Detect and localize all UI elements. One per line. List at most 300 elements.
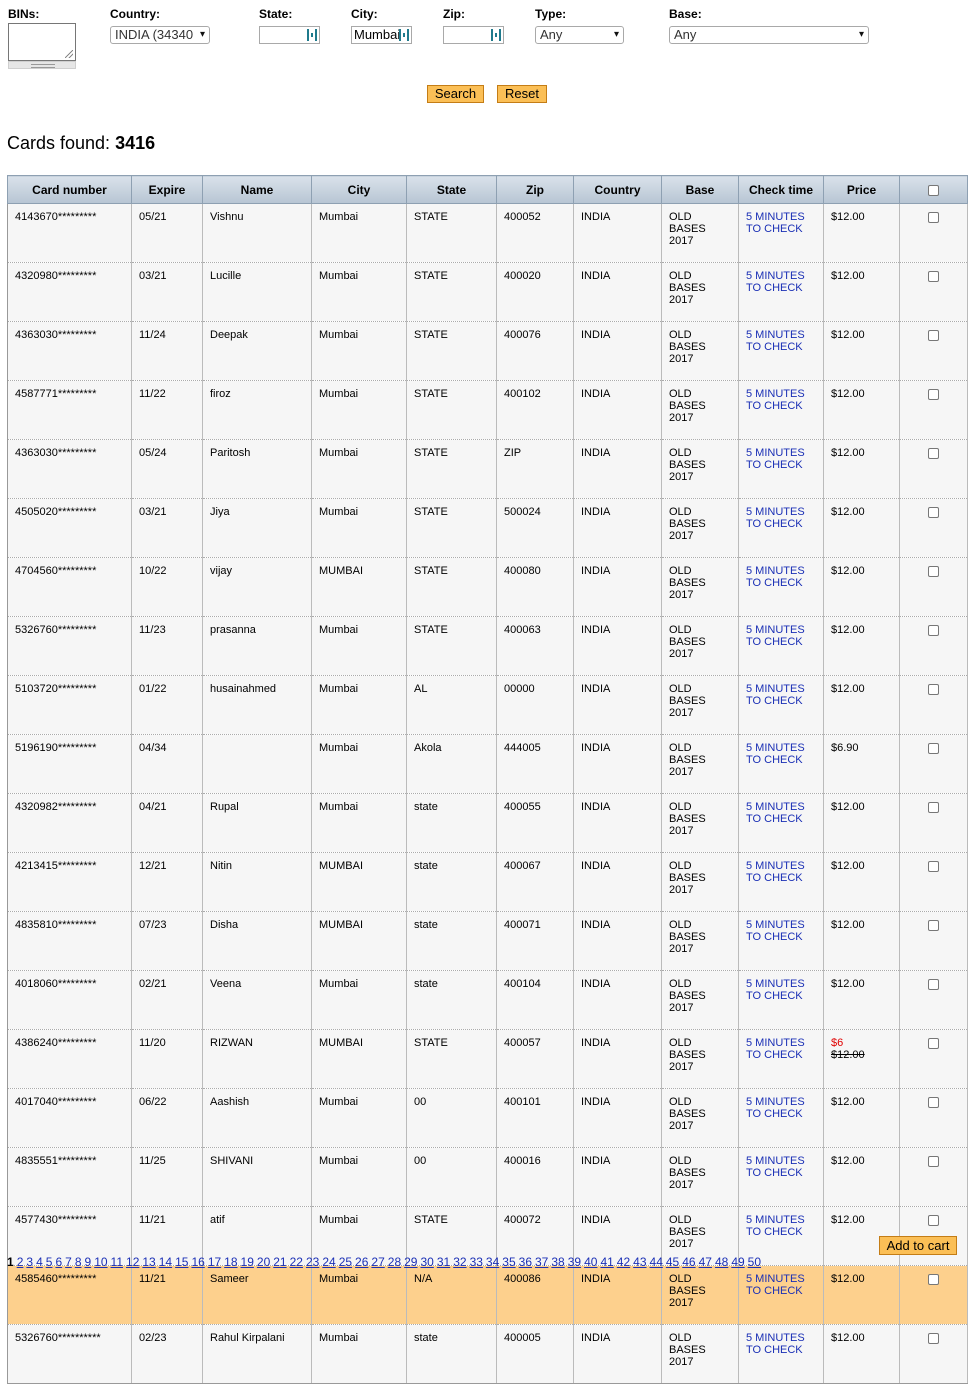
cell-city: MUMBAI bbox=[312, 853, 407, 912]
page-link[interactable]: 22 bbox=[289, 1255, 303, 1269]
check-line: 5 MINUTES bbox=[746, 1332, 805, 1344]
autofill-icon[interactable] bbox=[491, 29, 501, 41]
check-time-link[interactable] bbox=[746, 1332, 805, 1356]
cell-price: $12.00 bbox=[824, 381, 900, 440]
chevron-down-icon: ▾ bbox=[199, 29, 205, 40]
cell-country: INDIA bbox=[574, 1207, 662, 1266]
base-line: 2017 bbox=[669, 1120, 694, 1132]
search-button[interactable]: Search bbox=[427, 85, 484, 103]
cell-base bbox=[662, 1089, 739, 1148]
cell-check-time bbox=[739, 971, 824, 1030]
cell-name: Veena bbox=[203, 971, 312, 1030]
cell-zip: 400057 bbox=[497, 1030, 574, 1089]
check-line: TO CHECK bbox=[746, 459, 803, 471]
cell-expire: 11/20 bbox=[132, 1030, 203, 1089]
page-link[interactable]: 26 bbox=[355, 1255, 369, 1269]
cell-zip: 400020 bbox=[497, 263, 574, 322]
table-row[interactable] bbox=[8, 617, 968, 676]
cell-zip: 400016 bbox=[497, 1148, 574, 1207]
cell-expire: 03/21 bbox=[132, 263, 203, 322]
header-name[interactable]: Name bbox=[203, 176, 312, 204]
check-time-link[interactable] bbox=[746, 860, 805, 884]
check-line: TO CHECK bbox=[746, 1285, 803, 1297]
cell-city: Mumbai bbox=[312, 440, 407, 499]
table-row[interactable] bbox=[8, 322, 968, 381]
page-link[interactable]: 37 bbox=[535, 1255, 549, 1269]
page-link[interactable]: 28 bbox=[387, 1255, 402, 1269]
cell-price: $12.00 bbox=[824, 617, 900, 676]
cell-check-time bbox=[739, 794, 824, 853]
cell-card-number: 5196190********* bbox=[8, 735, 132, 794]
check-line: TO CHECK bbox=[746, 223, 803, 235]
table-row[interactable] bbox=[8, 204, 968, 263]
cards-table-wrapper bbox=[7, 175, 967, 1384]
cell-expire: 02/23 bbox=[132, 1325, 203, 1384]
row-checkbox[interactable] bbox=[928, 920, 939, 931]
page-link[interactable]: 25 bbox=[338, 1255, 353, 1269]
cell-select bbox=[900, 617, 968, 676]
cell-select bbox=[900, 1089, 968, 1148]
page-link[interactable]: 18 bbox=[224, 1255, 238, 1269]
row-checkbox[interactable] bbox=[928, 1215, 939, 1226]
header-card-number[interactable]: Card number bbox=[8, 176, 132, 204]
cell-city: Mumbai bbox=[312, 735, 407, 794]
check-time-link[interactable] bbox=[746, 624, 805, 648]
cell-check-time bbox=[739, 912, 824, 971]
cell-name: Rahul Kirpalani bbox=[203, 1325, 312, 1384]
page-link[interactable]: 16 bbox=[191, 1255, 205, 1269]
check-line: TO CHECK bbox=[746, 931, 803, 943]
table-row[interactable] bbox=[8, 676, 968, 735]
base-line: OLD bbox=[669, 388, 692, 400]
cell-base bbox=[662, 381, 739, 440]
page-link[interactable]: 33 bbox=[469, 1255, 483, 1269]
cell-select bbox=[900, 853, 968, 912]
cell-zip: 400055 bbox=[497, 794, 574, 853]
base-line: 2017 bbox=[669, 589, 694, 601]
cell-base bbox=[662, 735, 739, 794]
cell-select bbox=[900, 322, 968, 381]
type-select-value: Any bbox=[540, 27, 563, 42]
check-time-link[interactable] bbox=[746, 1214, 805, 1238]
check-line: TO CHECK bbox=[746, 636, 803, 648]
cell-select bbox=[900, 440, 968, 499]
check-line: TO CHECK bbox=[746, 754, 803, 766]
base-line: OLD bbox=[669, 211, 692, 223]
cell-card-number: 4018060********* bbox=[8, 971, 132, 1030]
cell-price: $12.00 bbox=[824, 558, 900, 617]
cell-check-time bbox=[739, 499, 824, 558]
cell-state: STATE bbox=[407, 440, 497, 499]
city-input[interactable] bbox=[351, 26, 412, 44]
base-line: OLD bbox=[669, 801, 692, 813]
cell-expire: 06/22 bbox=[132, 1089, 203, 1148]
page-link[interactable]: 34 bbox=[485, 1255, 500, 1269]
cell-card-number: 4363030********* bbox=[8, 440, 132, 499]
page-current: 1 bbox=[7, 1255, 14, 1269]
header-base[interactable]: Base bbox=[662, 176, 739, 204]
page-link[interactable]: 41 bbox=[600, 1255, 614, 1269]
page-link[interactable]: 47 bbox=[698, 1255, 712, 1269]
results-count-value: 3416 bbox=[115, 133, 156, 153]
base-line: OLD bbox=[669, 1155, 692, 1167]
table-row[interactable] bbox=[8, 1325, 968, 1384]
page-link[interactable]: 19 bbox=[240, 1255, 254, 1269]
cell-name: atif bbox=[203, 1207, 312, 1266]
page-link[interactable]: 17 bbox=[207, 1255, 222, 1269]
page-link[interactable]: 36 bbox=[518, 1255, 532, 1269]
page-link[interactable]: 11 bbox=[110, 1255, 124, 1269]
cell-expire: 03/21 bbox=[132, 499, 203, 558]
page-link[interactable]: 35 bbox=[502, 1255, 516, 1269]
check-line: 5 MINUTES bbox=[746, 860, 805, 872]
base-line: OLD bbox=[669, 1273, 692, 1285]
table-row[interactable] bbox=[8, 263, 968, 322]
check-line: TO CHECK bbox=[746, 872, 803, 884]
check-line: 5 MINUTES bbox=[746, 211, 805, 223]
row-checkbox[interactable] bbox=[928, 566, 939, 577]
base-line: BASES bbox=[669, 459, 706, 471]
base-line: OLD bbox=[669, 742, 692, 754]
cell-country: INDIA bbox=[574, 1325, 662, 1384]
base-line: 2017 bbox=[669, 235, 694, 247]
cell-country: INDIA bbox=[574, 794, 662, 853]
page-link[interactable]: 30 bbox=[420, 1255, 434, 1269]
page-link[interactable]: 29 bbox=[404, 1255, 418, 1269]
cell-state: state bbox=[407, 853, 497, 912]
check-line: 5 MINUTES bbox=[746, 1214, 805, 1226]
cell-card-number: 5326760********* bbox=[8, 617, 132, 676]
header-price[interactable]: Price bbox=[824, 176, 900, 204]
check-time-link[interactable] bbox=[746, 506, 805, 530]
check-time-link[interactable] bbox=[746, 1096, 805, 1120]
check-line: 5 MINUTES bbox=[746, 683, 805, 695]
cell-base bbox=[662, 499, 739, 558]
check-line: TO CHECK bbox=[746, 577, 803, 589]
cell-expire: 01/22 bbox=[132, 676, 203, 735]
cell-price: $12.00 bbox=[824, 204, 900, 263]
row-checkbox[interactable] bbox=[928, 802, 939, 813]
header-state[interactable]: State bbox=[407, 176, 497, 204]
cell-zip: 400086 bbox=[497, 1266, 574, 1325]
cell-base bbox=[662, 853, 739, 912]
cell-card-number: 4017040********* bbox=[8, 1089, 132, 1148]
cell-base bbox=[662, 912, 739, 971]
page-link[interactable]: 24 bbox=[322, 1255, 336, 1269]
base-line: OLD bbox=[669, 506, 692, 518]
page-link[interactable]: 50 bbox=[747, 1255, 762, 1269]
base-line: 2017 bbox=[669, 412, 694, 424]
state-input[interactable] bbox=[259, 26, 320, 44]
filter-bar bbox=[0, 0, 975, 80]
base-line: BASES bbox=[669, 636, 706, 648]
check-time-link[interactable] bbox=[746, 683, 805, 707]
cell-state: 00 bbox=[407, 1148, 497, 1207]
base-line: 2017 bbox=[669, 471, 694, 483]
check-time-link[interactable] bbox=[746, 1155, 805, 1179]
cell-expire: 11/24 bbox=[132, 322, 203, 381]
page-link[interactable]: 4 bbox=[36, 1255, 43, 1269]
cell-base bbox=[662, 204, 739, 263]
resize-grip-icon[interactable] bbox=[65, 50, 73, 58]
page-link[interactable]: 2 bbox=[16, 1255, 24, 1269]
row-checkbox[interactable] bbox=[928, 979, 939, 990]
zip-label: Zip: bbox=[443, 7, 465, 21]
base-line: OLD bbox=[669, 624, 692, 636]
type-select[interactable] bbox=[535, 26, 624, 44]
cell-zip: 400052 bbox=[497, 204, 574, 263]
row-checkbox[interactable] bbox=[928, 330, 939, 341]
cell-expire: 11/21 bbox=[132, 1266, 203, 1325]
cell-state: STATE bbox=[407, 322, 497, 381]
check-time-link[interactable] bbox=[746, 1037, 805, 1061]
cell-city: MUMBAI bbox=[312, 558, 407, 617]
cell-zip: 400072 bbox=[497, 1207, 574, 1266]
cell-check-time bbox=[739, 263, 824, 322]
cell-check-time bbox=[739, 1089, 824, 1148]
select-all-checkbox[interactable] bbox=[928, 185, 939, 196]
table-row[interactable] bbox=[8, 853, 968, 912]
base-line: 2017 bbox=[669, 1061, 694, 1073]
table-row[interactable] bbox=[8, 1148, 968, 1207]
cell-name: Paritosh bbox=[203, 440, 312, 499]
check-line: 5 MINUTES bbox=[746, 270, 805, 282]
check-line: 5 MINUTES bbox=[746, 447, 805, 459]
cell-base bbox=[662, 1325, 739, 1384]
check-time-link[interactable] bbox=[746, 1273, 805, 1297]
table-header-row bbox=[8, 176, 968, 204]
table-row[interactable] bbox=[8, 735, 968, 794]
cell-zip: 400063 bbox=[497, 617, 574, 676]
check-time-link[interactable] bbox=[746, 329, 805, 353]
cell-name: prasanna bbox=[203, 617, 312, 676]
cell-check-time bbox=[739, 1266, 824, 1325]
cell-city: Mumbai bbox=[312, 971, 407, 1030]
cell-country: INDIA bbox=[574, 381, 662, 440]
row-checkbox[interactable] bbox=[928, 1333, 939, 1344]
city-input-value: Mumbai bbox=[354, 27, 401, 42]
bins-textarea[interactable] bbox=[8, 23, 76, 61]
cell-card-number: 4577430********* bbox=[8, 1207, 132, 1266]
cell-check-time bbox=[739, 1325, 824, 1384]
header-country[interactable]: Country bbox=[574, 176, 662, 204]
cell-zip: 400005 bbox=[497, 1325, 574, 1384]
cell-country: INDIA bbox=[574, 263, 662, 322]
row-checkbox[interactable] bbox=[928, 271, 939, 282]
sale-price: $6 bbox=[831, 1037, 844, 1049]
cell-check-time bbox=[739, 853, 824, 912]
cell-country: INDIA bbox=[574, 676, 662, 735]
page-link[interactable]: 31 bbox=[436, 1255, 451, 1269]
row-checkbox[interactable] bbox=[928, 861, 939, 872]
page-link[interactable]: 7 bbox=[65, 1255, 72, 1269]
cell-card-number: 4585460********* bbox=[8, 1266, 132, 1325]
table-row[interactable] bbox=[8, 912, 968, 971]
cell-country: INDIA bbox=[574, 322, 662, 381]
bins-resize-handle[interactable] bbox=[8, 61, 76, 69]
check-line: TO CHECK bbox=[746, 813, 803, 825]
cell-expire: 11/25 bbox=[132, 1148, 203, 1207]
table-row[interactable] bbox=[8, 558, 968, 617]
page-link[interactable]: 23 bbox=[305, 1255, 320, 1269]
autofill-icon[interactable] bbox=[399, 29, 409, 41]
page-link[interactable]: 12 bbox=[126, 1255, 140, 1269]
check-time-link[interactable] bbox=[746, 388, 805, 412]
cell-country: INDIA bbox=[574, 440, 662, 499]
page-link[interactable]: 49 bbox=[731, 1255, 745, 1269]
cell-price: $12.00 bbox=[824, 1089, 900, 1148]
autofill-icon[interactable] bbox=[307, 29, 317, 41]
table-row[interactable] bbox=[8, 1266, 968, 1325]
cell-country: INDIA bbox=[574, 617, 662, 676]
cell-base bbox=[662, 1030, 739, 1089]
cell-base bbox=[662, 617, 739, 676]
page-link[interactable]: 43 bbox=[633, 1255, 647, 1269]
results-count-label: Cards found: bbox=[7, 133, 111, 153]
page-link[interactable]: 10 bbox=[94, 1255, 108, 1269]
header-expire[interactable]: Expire bbox=[132, 176, 203, 204]
row-checkbox[interactable] bbox=[928, 507, 939, 518]
row-checkbox[interactable] bbox=[928, 212, 939, 223]
check-line: TO CHECK bbox=[746, 1226, 803, 1238]
page-link[interactable]: 40 bbox=[584, 1255, 598, 1269]
page-link[interactable]: 32 bbox=[453, 1255, 467, 1269]
state-label: State: bbox=[259, 7, 293, 21]
table-row[interactable] bbox=[8, 499, 968, 558]
page-link[interactable]: 39 bbox=[567, 1255, 582, 1269]
row-checkbox[interactable] bbox=[928, 448, 939, 459]
page-link[interactable]: 42 bbox=[616, 1255, 631, 1269]
base-line: 2017 bbox=[669, 825, 694, 837]
cell-state: STATE bbox=[407, 204, 497, 263]
page-link[interactable]: 38 bbox=[551, 1255, 565, 1269]
row-checkbox[interactable] bbox=[928, 1038, 939, 1049]
cell-select bbox=[900, 1030, 968, 1089]
cell-check-time bbox=[739, 676, 824, 735]
table-row[interactable] bbox=[8, 440, 968, 499]
cell-zip: 400102 bbox=[497, 381, 574, 440]
base-line: 2017 bbox=[669, 943, 694, 955]
cell-card-number: 4704560********* bbox=[8, 558, 132, 617]
cell-expire: 04/21 bbox=[132, 794, 203, 853]
check-time-link[interactable] bbox=[746, 801, 805, 825]
page-link[interactable]: 46 bbox=[682, 1255, 696, 1269]
row-checkbox[interactable] bbox=[928, 743, 939, 754]
header-check-time[interactable]: Check time bbox=[739, 176, 824, 204]
check-time-link[interactable] bbox=[746, 978, 805, 1002]
check-line: TO CHECK bbox=[746, 695, 803, 707]
base-line: 2017 bbox=[669, 1297, 694, 1309]
cell-name: Deepak bbox=[203, 322, 312, 381]
page-link[interactable]: 15 bbox=[175, 1255, 189, 1269]
table-row[interactable] bbox=[8, 1089, 968, 1148]
cell-state: state bbox=[407, 971, 497, 1030]
base-line: BASES bbox=[669, 577, 706, 589]
page-link[interactable]: 21 bbox=[273, 1255, 287, 1269]
header-city[interactable]: City bbox=[312, 176, 407, 204]
cell-name: Lucille bbox=[203, 263, 312, 322]
cell-price: $12.00 bbox=[824, 263, 900, 322]
table-row[interactable] bbox=[8, 971, 968, 1030]
cell-zip: 400080 bbox=[497, 558, 574, 617]
page-link[interactable]: 8 bbox=[74, 1255, 82, 1269]
cell-price bbox=[824, 1030, 900, 1089]
page-link[interactable]: 13 bbox=[142, 1255, 156, 1269]
cell-country: INDIA bbox=[574, 499, 662, 558]
cell-state: STATE bbox=[407, 1207, 497, 1266]
cell-name: SHIVANI bbox=[203, 1148, 312, 1207]
cell-base bbox=[662, 440, 739, 499]
cell-price: $12.00 bbox=[824, 1325, 900, 1384]
page-link[interactable]: 14 bbox=[158, 1255, 173, 1269]
row-checkbox[interactable] bbox=[928, 684, 939, 695]
page-link[interactable]: 48 bbox=[714, 1255, 729, 1269]
check-line: 5 MINUTES bbox=[746, 329, 805, 341]
page-link[interactable]: 27 bbox=[371, 1255, 385, 1269]
base-line: OLD bbox=[669, 1332, 692, 1344]
row-checkbox[interactable] bbox=[928, 1097, 939, 1108]
check-time-link[interactable] bbox=[746, 565, 805, 589]
cell-name: RIZWAN bbox=[203, 1030, 312, 1089]
check-time-link[interactable] bbox=[746, 742, 805, 766]
add-to-cart-button[interactable]: Add to cart bbox=[879, 1236, 957, 1255]
page-link[interactable]: 45 bbox=[665, 1255, 680, 1269]
cell-check-time bbox=[739, 440, 824, 499]
pagination bbox=[7, 1255, 764, 1269]
cell-city: Mumbai bbox=[312, 1325, 407, 1384]
cell-check-time bbox=[739, 735, 824, 794]
base-select[interactable] bbox=[669, 26, 869, 44]
table-row[interactable] bbox=[8, 381, 968, 440]
cell-city: Mumbai bbox=[312, 617, 407, 676]
reset-button[interactable]: Reset bbox=[497, 85, 547, 103]
base-line: OLD bbox=[669, 1214, 692, 1226]
page-link[interactable]: 9 bbox=[84, 1255, 92, 1269]
check-line: TO CHECK bbox=[746, 518, 803, 530]
base-line: 2017 bbox=[669, 294, 694, 306]
cell-name: husainahmed bbox=[203, 676, 312, 735]
page-link[interactable]: 44 bbox=[649, 1255, 663, 1269]
check-time-link[interactable] bbox=[746, 919, 805, 943]
header-zip[interactable]: Zip bbox=[497, 176, 574, 204]
cell-card-number: 4835810********* bbox=[8, 912, 132, 971]
table-row[interactable] bbox=[8, 1030, 968, 1089]
cell-country: INDIA bbox=[574, 1089, 662, 1148]
cell-select bbox=[900, 1325, 968, 1384]
cell-name: Vishnu bbox=[203, 204, 312, 263]
row-checkbox[interactable] bbox=[928, 1156, 939, 1167]
cell-card-number: 4320982********* bbox=[8, 794, 132, 853]
check-time-link[interactable] bbox=[746, 270, 805, 294]
country-select[interactable] bbox=[110, 26, 210, 44]
page-link[interactable]: 5 bbox=[45, 1255, 53, 1269]
cell-card-number: 4835551********* bbox=[8, 1148, 132, 1207]
page-link[interactable]: 3 bbox=[26, 1255, 34, 1269]
page-link[interactable]: 6 bbox=[55, 1255, 63, 1269]
base-line: BASES bbox=[669, 872, 706, 884]
page-link[interactable]: 20 bbox=[256, 1255, 271, 1269]
zip-input[interactable] bbox=[443, 26, 504, 44]
cell-select bbox=[900, 499, 968, 558]
row-checkbox[interactable] bbox=[928, 625, 939, 636]
base-line: OLD bbox=[669, 860, 692, 872]
cell-city: Mumbai bbox=[312, 263, 407, 322]
row-checkbox[interactable] bbox=[928, 389, 939, 400]
check-time-link[interactable] bbox=[746, 447, 805, 471]
table-row[interactable] bbox=[8, 794, 968, 853]
results-count bbox=[7, 133, 155, 154]
check-time-link[interactable] bbox=[746, 211, 805, 235]
